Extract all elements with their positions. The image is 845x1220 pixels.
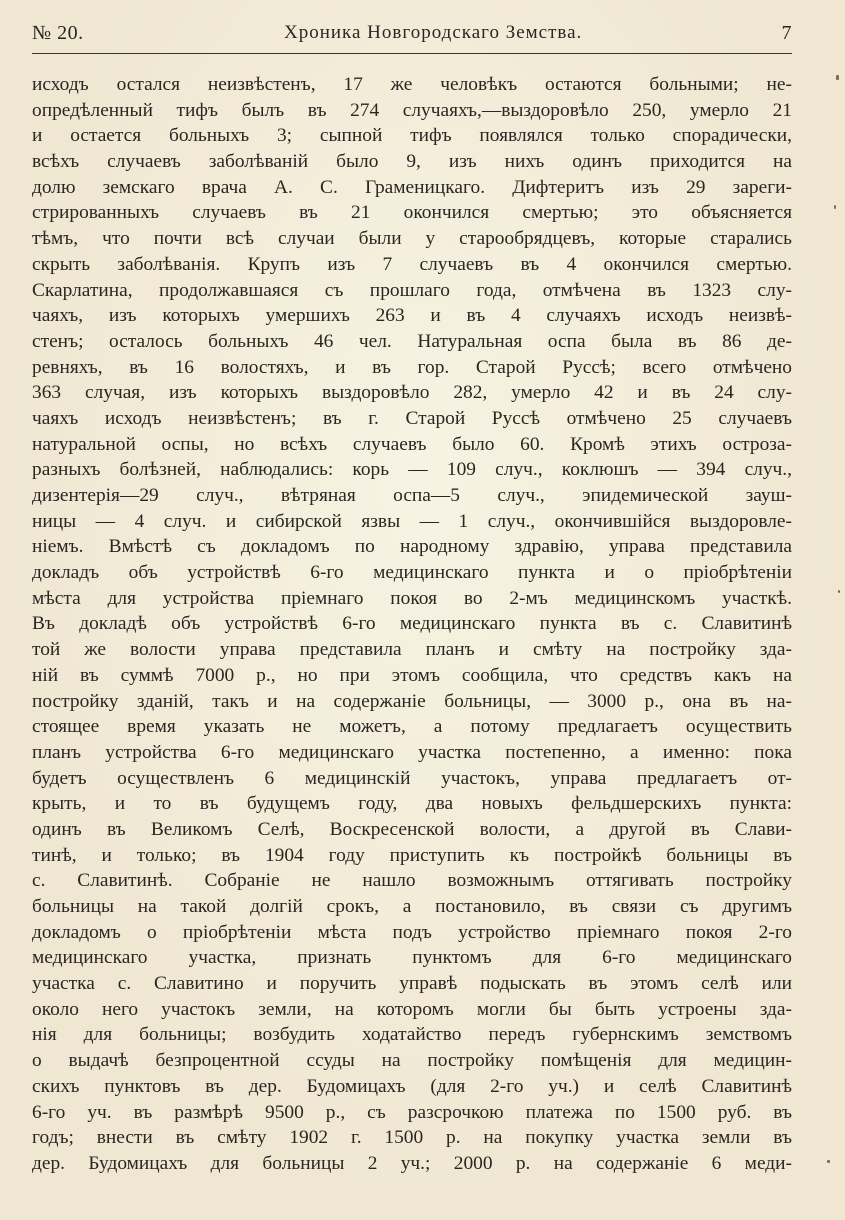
text-line: 6-го уч. въ размѣрѣ 9500 р., съ разсрочкою платежа по 1500 руб. въ <box>32 1101 792 1123</box>
text-line: участка с. Славитино и поручить управѣ подыскать въ этомъ селѣ или <box>32 973 792 995</box>
text-line: дер. Будомицахъ для больницы 2 уч.; 2000 р. на содержаніе 6 меди- <box>32 1152 792 1174</box>
text-line: стрированныхъ случаевъ въ 21 окончился смертью; это объясняется <box>32 202 792 224</box>
text-line: докладъ объ устройствѣ 6-го медицинскаго пункта и о пріобрѣтеніи <box>32 562 792 584</box>
text-line: исходъ остался неизвѣстенъ, 17 же человѣкъ остаются больными; не- <box>32 74 792 95</box>
text-line: долю земскаго врача А. С. Граменицкаго. Дифтеритъ изъ 29 зареги- <box>32 176 792 198</box>
text-line: с. Славитинѣ. Собраніе не нашло возможнымъ оттягивать постройку <box>32 870 792 892</box>
text-line: разныхъ болѣзней, наблюдались: корь — 109 случ., коклюшъ — 394 случ., <box>32 459 792 481</box>
page-number: 7 <box>781 22 792 44</box>
issue-number: № 20. <box>32 22 84 44</box>
running-title: Хроника Новгородскаго Земства. <box>284 22 583 43</box>
margin-speck <box>834 205 836 209</box>
header-rule <box>32 53 792 54</box>
text-line: стенъ; осталось больныхъ 46 чел. Натуральная оспа была въ 86 де- <box>32 330 792 352</box>
text-line: ніемъ. Вмѣстѣ съ докладомъ по народному здравію, управа представила <box>32 536 792 558</box>
margin-speck <box>836 75 839 80</box>
text-line: скрыть заболѣванія. Крупъ изъ 7 случаевъ въ 4 окончился смертью. <box>32 253 792 275</box>
text-line: опредѣленный тифъ былъ въ 274 случаяхъ,—выздоровѣло 250, умерло 21 <box>32 99 792 121</box>
text-line: мѣста для устройства пріемнаго покоя во 2-мъ медицинскомъ участкѣ. <box>32 587 792 609</box>
running-head <box>32 22 792 52</box>
text-line: той же волости управа представила планъ и смѣту на постройку зда- <box>32 639 792 661</box>
text-line: натуральной оспы, но всѣхъ случаевъ было 60. Кромѣ этихъ остроза- <box>32 433 792 455</box>
text-line: больницы на такой долгій срокъ, а постановило, въ связи съ другимъ <box>32 896 792 917</box>
text-line: всѣхъ случаевъ заболѣваній было 9, изъ нихъ одинъ приходится на <box>32 151 792 173</box>
text-line: постройку зданій, такъ и на содержаніе больницы, — 3000 р., она въ на- <box>32 690 792 712</box>
text-line: Въ докладѣ объ устройствѣ 6-го медицинскаго пункта въ с. Славитинѣ <box>32 613 792 635</box>
text-line: годъ; внести въ смѣту 1902 г. 1500 р. на покупку участка земли въ <box>32 1127 792 1149</box>
text-line: будетъ осуществленъ 6 медицинскій участокъ, управа предлагаетъ от- <box>32 767 792 789</box>
margin-speck <box>827 1160 830 1163</box>
text-line: и остается больныхъ 3; сыпной тифъ появлялся только спорадически, <box>32 125 792 147</box>
text-line: одинъ въ Великомъ Селѣ, Воскресенской волости, а другой въ Слави- <box>32 818 792 840</box>
text-line: стоящее время указать не можетъ, а потому предлагаетъ осуществить <box>32 716 792 738</box>
text-line: ній въ суммѣ 7000 р., но при этомъ сообщила, что средствъ какъ на <box>32 664 792 686</box>
text-line: нія для больницы; возбудить ходатайство передъ губернскимъ земствомъ <box>32 1024 792 1046</box>
text-line: планъ устройства 6-го медицинскаго участка постепенно, а именно: пока <box>32 741 792 763</box>
text-line: тинѣ, и только; въ 1904 году приступить къ постройкѣ больницы въ <box>32 844 792 866</box>
text-line: чаяхъ исходъ неизвѣстенъ; въ г. Старой Руссѣ отмѣчено 25 случаевъ <box>32 407 792 429</box>
text-line: дизентерія—29 случ., вѣтряная оспа—5 случ., эпидемической зауш- <box>32 485 792 506</box>
text-line: ницы — 4 случ. и сибирской язвы — 1 случ., окончившійся выздоровле- <box>32 510 792 532</box>
text-line: 363 случая, изъ которыхъ выздоровѣло 282, умерло 42 и въ 24 слу- <box>32 382 792 404</box>
text-line: около него участокъ земли, на которомъ могли бы быть устроены зда- <box>32 998 792 1020</box>
text-line: крыть, и то въ будущемъ году, два новыхъ фельдшерскихъ пункта: <box>32 793 792 815</box>
body-text <box>32 72 792 1177</box>
text-line: скихъ пунктовъ въ дер. Будомицахъ (для 2-го уч.) и селѣ Славитинѣ <box>32 1075 792 1097</box>
text-line: о выдачѣ безпроцентной ссуды на постройку помѣщенія для медицин- <box>32 1050 792 1072</box>
text-line: докладомъ о пріобрѣтеніи мѣста подъ устройство пріемнаго покоя 2-го <box>32 921 792 943</box>
text-line: чаяхъ, изъ которыхъ умершихъ 263 и въ 4 случаяхъ исходъ неизвѣ- <box>32 305 792 327</box>
text-line: Скарлатина, продолжавшаяся съ прошлаго года, отмѣчена въ 1323 слу- <box>32 279 792 301</box>
text-line: ревняхъ, въ 16 волостяхъ, и въ гор. Старой Руссѣ; всего отмѣчено <box>32 356 792 378</box>
text-line: медицинскаго участка, признать пунктомъ для 6-го медицинскаго <box>32 947 792 969</box>
margin-speck <box>838 590 840 593</box>
text-line: тѣмъ, что почти всѣ случаи были у старообрядцевъ, которые старались <box>32 228 792 250</box>
